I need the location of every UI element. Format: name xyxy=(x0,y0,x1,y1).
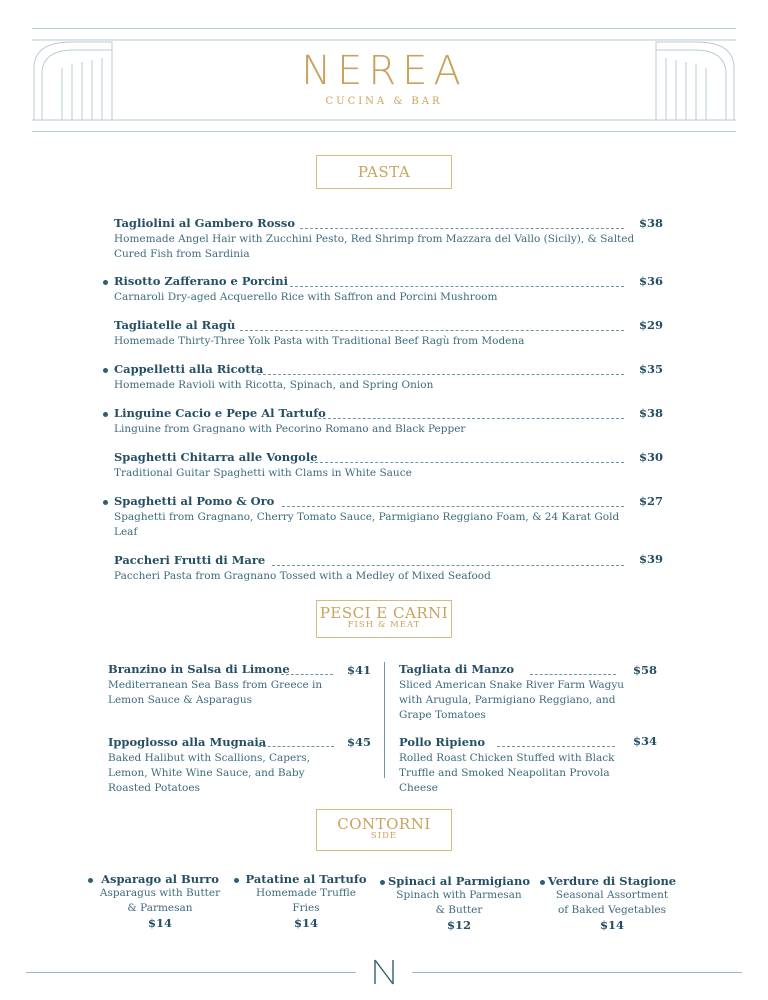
leader-dashes xyxy=(281,674,333,675)
dish-description: Homemade Ravioli with Ricotta, Spinach, and Spring Onion xyxy=(114,379,434,391)
dish-price: $36 xyxy=(639,274,664,288)
dish-name: Asparago al Burro xyxy=(101,872,219,886)
footer-monogram-icon xyxy=(372,958,396,986)
dish-name: Tagliatelle al Ragù xyxy=(114,318,236,332)
leader-dashes xyxy=(300,228,624,229)
leader-dashes xyxy=(240,330,624,331)
footer-rule-right xyxy=(412,972,742,973)
dish-description: Spaghetti from Gragnano, Cherry Tomato Sauce, Parmigiano Reggiano Foam, & 24 Karat Gold Leaf xyxy=(114,511,620,538)
bullet-icon xyxy=(234,878,239,883)
dish-price: $35 xyxy=(639,362,664,376)
leader-dashes xyxy=(310,462,624,463)
dish-name: Paccheri Frutti di Mare xyxy=(114,553,266,567)
dish-description: Sliced American Snake River Farm Wagyu with Arugula, Parmigiano Reggiano, and Grape Tomatoes xyxy=(399,679,625,721)
section-subtitle: SIDE xyxy=(370,831,398,841)
column-divider xyxy=(384,662,385,778)
section-header-contorni xyxy=(316,809,452,851)
side-item xyxy=(546,874,678,932)
dish-price: $14 xyxy=(147,916,172,930)
leader-dashes xyxy=(290,286,624,287)
dish-name: Branzino in Salsa di Limone xyxy=(108,662,290,676)
brand-tagline: CUCINA & BAR xyxy=(325,96,443,107)
leader-dashes xyxy=(282,506,624,507)
leader-dashes xyxy=(318,418,624,419)
dish-name: Linguine Cacio e Pepe Al Tartufo xyxy=(114,406,326,420)
dish-description: Spinach with Parmesan & Butter xyxy=(396,889,522,916)
dish-price: $27 xyxy=(639,494,664,508)
dish-name: Cappelletti alla Ricotta xyxy=(114,362,264,376)
dish-price: $45 xyxy=(347,735,372,749)
leader-dashes xyxy=(530,674,616,675)
dish-description: Paccheri Pasta from Gragnano Tossed with a Medley of Mixed Seafood xyxy=(114,570,491,582)
dish-name: Ippoglosso alla Mugnaia xyxy=(108,735,267,749)
dish-description: Homemade Angel Hair with Zucchini Pesto, Red Shrimp from Mazzara del Vallo (Sicily), & Salted Cured Fish from Sardinia xyxy=(114,233,635,260)
bullet-icon xyxy=(103,500,108,505)
dish-description: Baked Halibut with Scallions, Capers, Lemon, White Wine Sauce, and Baby Roasted Potatoes xyxy=(108,752,310,794)
section-subtitle: FISH & MEAT xyxy=(347,620,421,630)
dish-price: $39 xyxy=(639,552,664,566)
dish-name: Pollo Ripieno xyxy=(399,735,486,749)
dish-description: Rolled Roast Chicken Stuffed with Black Truffle and Smoked Neapolitan Provola Cheese xyxy=(399,752,615,794)
dish-description: Homemade Truffle Fries xyxy=(256,887,356,914)
section-title: CONTORNI xyxy=(337,815,431,833)
dish-description: Asparagus with Butter & Parmesan xyxy=(99,887,221,914)
dish-name: Spaghetti Chitarra alle Vongole xyxy=(114,450,318,464)
brand-logo: NEREA xyxy=(301,48,467,94)
section-title: PESCI E CARNI xyxy=(319,604,449,622)
section-title: PASTA xyxy=(357,163,411,181)
dish-price: $30 xyxy=(639,450,664,464)
section-header-pesci xyxy=(316,600,452,638)
dish-description: Traditional Guitar Spaghetti with Clams in White Sauce xyxy=(114,467,412,479)
dish-name: Spinaci al Parmigiano xyxy=(388,874,531,888)
side-item xyxy=(388,874,530,932)
dish-price: $38 xyxy=(639,216,664,230)
dish-description: Carnaroli Dry-aged Acquerello Rice with Saffron and Porcini Mushroom xyxy=(114,291,498,303)
bullet-icon xyxy=(103,412,108,417)
dish-price: $12 xyxy=(446,918,471,932)
dish-name: Verdure di Stagione xyxy=(547,874,677,888)
dish-price: $14 xyxy=(599,918,624,932)
dish-price: $58 xyxy=(633,663,658,677)
dish-description: Seasonal Assortment of Baked Vegetables xyxy=(555,889,669,916)
dish-name: Tagliolini al Gambero Rosso xyxy=(114,216,296,230)
dish-description: Homemade Thirty-Three Yolk Pasta with Traditional Beef Ragù from Modena xyxy=(114,335,525,347)
dish-name: Patatine al Tartufo xyxy=(245,872,367,886)
dish-price: $34 xyxy=(633,734,658,748)
footer-rule-left xyxy=(26,972,356,973)
bullet-icon xyxy=(103,280,108,285)
leader-dashes xyxy=(497,746,615,747)
leader-dashes xyxy=(272,565,624,566)
bullet-icon xyxy=(88,878,93,883)
leader-dashes xyxy=(258,746,334,747)
dish-description: Mediterranean Sea Bass from Greece in Lemon Sauce & Asparagus xyxy=(108,679,323,706)
dish-price: $14 xyxy=(293,916,318,930)
dish-price: $41 xyxy=(347,663,372,677)
footer-mark xyxy=(0,0,1,1)
bullet-icon xyxy=(103,368,108,373)
dish-name: Risotto Zafferano e Porcini xyxy=(114,274,289,288)
dish-description: Linguine from Gragnano with Pecorino Romano and Black Pepper xyxy=(114,423,466,435)
dish-price: $29 xyxy=(639,318,664,332)
bullet-icon xyxy=(380,880,385,885)
side-item xyxy=(96,872,224,930)
leader-dashes xyxy=(258,374,624,375)
dish-name: Tagliata di Manzo xyxy=(399,662,515,676)
side-item xyxy=(240,872,372,930)
dish-price: $38 xyxy=(639,406,664,420)
section-header-pasta xyxy=(316,155,452,189)
bullet-icon xyxy=(540,880,545,885)
dish-name: Spaghetti al Pomo & Oro xyxy=(114,494,275,508)
